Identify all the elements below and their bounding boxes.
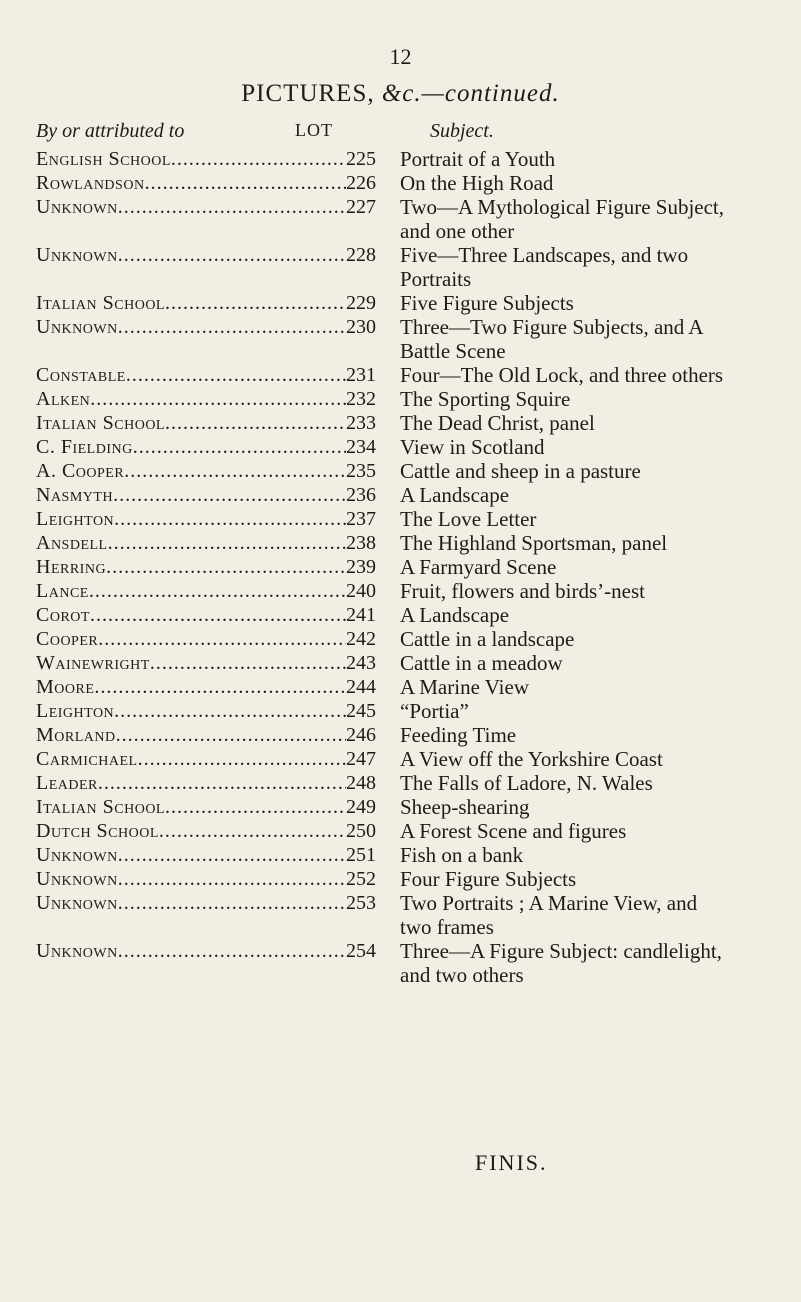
leader-dots <box>114 699 346 723</box>
artist-cell <box>0 195 376 219</box>
title-continued: &c.—continued. <box>381 80 560 107</box>
artist-cell <box>0 627 376 651</box>
artist-cell <box>0 723 376 747</box>
catalogue-row <box>0 291 801 315</box>
artist-name: Lance <box>36 580 89 602</box>
artist-cell <box>0 243 376 267</box>
artist-cell <box>0 459 376 483</box>
artist-name: Corot <box>36 604 90 626</box>
artist-cell <box>0 579 376 603</box>
lot-number: 248 <box>346 772 376 794</box>
artist-name: Rowlandson <box>36 172 145 194</box>
artist-name: Alken <box>36 388 91 410</box>
subject-cell: The Highland Sportsman, panel <box>400 531 668 555</box>
artist-cell <box>0 531 376 555</box>
lot-number: 234 <box>346 436 376 458</box>
artist-name: Herring <box>36 556 107 578</box>
catalogue-row <box>0 939 801 987</box>
catalogue-row <box>0 171 801 195</box>
artist-cell <box>0 435 376 459</box>
artist-cell <box>0 507 376 531</box>
subject-cell: The Falls of Ladore, N. Wales <box>400 771 653 795</box>
artist-cell <box>0 603 376 627</box>
artist-cell <box>0 291 376 315</box>
artist-cell <box>0 555 376 579</box>
catalogue-row <box>0 459 801 483</box>
catalogue-row <box>0 699 801 723</box>
catalogue-row <box>0 147 801 171</box>
lot-number: 247 <box>346 748 376 770</box>
leader-dots <box>118 195 346 219</box>
lot-number: 252 <box>346 868 376 890</box>
artist-cell <box>0 315 376 339</box>
catalogue-row <box>0 819 801 843</box>
artist-name: Leighton <box>36 508 115 530</box>
artist-name: Unknown <box>36 940 118 962</box>
subject-cell: A View off the Yorkshire Coast <box>400 747 663 771</box>
lot-number: 236 <box>346 484 376 506</box>
catalogue-row <box>0 579 801 603</box>
artist-name: Constable <box>36 364 126 386</box>
subject-cell: A Landscape <box>400 603 510 627</box>
lot-number: 239 <box>346 556 376 578</box>
catalogue-row <box>0 243 801 291</box>
lot-number: 249 <box>346 796 376 818</box>
lot-number: 232 <box>346 388 376 410</box>
subject-cell: Sheep-shearing <box>400 795 530 819</box>
subject-cell: A Landscape <box>400 483 510 507</box>
lot-number: 229 <box>346 292 376 314</box>
leader-dots <box>171 147 346 171</box>
lot-number: 253 <box>346 892 376 914</box>
leader-dots <box>118 939 346 963</box>
leader-dots <box>133 435 346 459</box>
artist-name: Morland <box>36 724 116 746</box>
catalogue-row <box>0 723 801 747</box>
artist-cell <box>0 483 376 507</box>
artist-name: English School <box>36 148 171 170</box>
artist-cell <box>0 651 376 675</box>
finis: FINIS. <box>475 1150 548 1175</box>
leader-dots <box>118 891 346 915</box>
subject-cell: Three—Two Figure Subjects, and A Battle Scene <box>400 315 703 363</box>
artist-name: Ansdell <box>36 532 108 554</box>
lot-number: 231 <box>346 364 376 386</box>
subject-cell: Cattle in a landscape <box>400 627 575 651</box>
catalogue-row <box>0 651 801 675</box>
artist-name: Italian School <box>36 412 165 434</box>
artist-cell <box>0 411 376 435</box>
lot-number: 228 <box>346 244 376 266</box>
artist-name: Moore <box>36 676 95 698</box>
catalogue-row <box>0 843 801 867</box>
artist-name: Unknown <box>36 892 118 914</box>
artist-cell <box>0 819 376 843</box>
leader-dots <box>108 531 346 555</box>
subject-cell: Cattle and sheep in a pasture <box>400 459 641 483</box>
artist-name: A. Cooper <box>36 460 125 482</box>
subject-cell: Two—A Mythological Figure Subject, and one other <box>400 195 725 243</box>
catalogue-row <box>0 795 801 819</box>
artist-name: Cooper <box>36 628 99 650</box>
catalogue-row <box>0 411 801 435</box>
lot-number: 230 <box>346 316 376 338</box>
catalogue-row <box>0 363 801 387</box>
artist-cell <box>0 891 376 915</box>
subject-cell: Five Figure Subjects <box>400 291 574 315</box>
page-title <box>0 80 801 108</box>
leader-dots <box>106 555 346 579</box>
subject-cell: The Love Letter <box>400 507 537 531</box>
leader-dots <box>98 771 346 795</box>
artist-name: Unknown <box>36 316 118 338</box>
catalogue-row <box>0 387 801 411</box>
subject-cell: Feeding Time <box>400 723 517 747</box>
subject-cell: Fruit, flowers and birds’-nest <box>400 579 645 603</box>
catalogue-list <box>0 147 801 987</box>
subject-cell: “Portia” <box>400 699 469 723</box>
artist-name: Unknown <box>36 844 118 866</box>
lot-number: 254 <box>346 940 376 962</box>
artist-cell <box>0 867 376 891</box>
catalogue-row <box>0 627 801 651</box>
subject-cell: A Forest Scene and figures <box>400 819 627 843</box>
artist-cell <box>0 771 376 795</box>
artist-name: Carmichael <box>36 748 138 770</box>
artist-name: Italian School <box>36 292 165 314</box>
lot-number: 242 <box>346 628 376 650</box>
leader-dots <box>116 723 346 747</box>
leader-dots <box>145 171 346 195</box>
artist-name: Leader <box>36 772 98 794</box>
subject-cell: Three—A Figure Subject: candlelight, and two others <box>400 939 722 987</box>
lot-number: 243 <box>346 652 376 674</box>
artist-cell <box>0 387 376 411</box>
leader-dots <box>165 795 346 819</box>
leader-dots <box>126 363 346 387</box>
subject-cell: A Farmyard Scene <box>400 555 557 579</box>
artist-name: C. Fielding <box>36 436 133 458</box>
catalogue-row <box>0 771 801 795</box>
subject-cell: Two Portraits ; A Marine View, and two frames <box>400 891 698 939</box>
catalogue-row <box>0 675 801 699</box>
catalogue-row <box>0 555 801 579</box>
subject-cell: Portrait of a Youth <box>400 147 556 171</box>
lot-number: 244 <box>346 676 376 698</box>
subject-cell: On the High Road <box>400 171 554 195</box>
subject-cell: The Dead Christ, panel <box>400 411 595 435</box>
leader-dots <box>118 867 346 891</box>
catalogue-row <box>0 435 801 459</box>
lot-number: 240 <box>346 580 376 602</box>
lot-number: 227 <box>346 196 376 218</box>
leader-dots <box>165 411 346 435</box>
catalogue-row <box>0 315 801 363</box>
lot-number: 251 <box>346 844 376 866</box>
artist-name: Unknown <box>36 196 118 218</box>
artist-name: Unknown <box>36 868 118 890</box>
catalogue-row <box>0 603 801 627</box>
artist-name: Nasmyth <box>36 484 114 506</box>
lot-number: 241 <box>346 604 376 626</box>
lot-number: 237 <box>346 508 376 530</box>
lot-number: 226 <box>346 172 376 194</box>
artist-name: Wainewright <box>36 652 150 674</box>
artist-cell <box>0 171 376 195</box>
column-header-by: By or attributed to <box>36 120 185 142</box>
catalogue-row <box>0 195 801 243</box>
leader-dots <box>118 843 346 867</box>
artist-cell <box>0 747 376 771</box>
lot-number: 235 <box>346 460 376 482</box>
subject-cell: Four Figure Subjects <box>400 867 577 891</box>
lot-number: 250 <box>346 820 376 842</box>
artist-name: Unknown <box>36 244 118 266</box>
subject-cell: A Marine View <box>400 675 529 699</box>
lot-number: 225 <box>346 148 376 170</box>
subject-cell: The Sporting Squire <box>400 387 571 411</box>
artist-cell <box>0 675 376 699</box>
leader-dots <box>118 243 346 267</box>
page-number: 12 <box>389 44 412 69</box>
leader-dots <box>94 675 346 699</box>
title-main: PICTURES, <box>241 80 382 107</box>
artist-name: Leighton <box>36 700 115 722</box>
subject-cell: Cattle in a meadow <box>400 651 563 675</box>
artist-cell <box>0 843 376 867</box>
leader-dots <box>90 387 346 411</box>
leader-dots <box>113 483 346 507</box>
artist-cell <box>0 939 376 963</box>
leader-dots <box>150 651 346 675</box>
artist-cell <box>0 795 376 819</box>
leader-dots <box>165 291 346 315</box>
leader-dots <box>89 579 346 603</box>
catalogue-row <box>0 891 801 939</box>
subject-cell: Fish on a bank <box>400 843 524 867</box>
leader-dots <box>124 459 346 483</box>
leader-dots <box>159 819 346 843</box>
artist-cell <box>0 363 376 387</box>
leader-dots <box>90 603 346 627</box>
lot-number: 246 <box>346 724 376 746</box>
subject-cell: Five—Three Landscapes, and two Portraits <box>400 243 689 291</box>
catalogue-row <box>0 867 801 891</box>
subject-cell: View in Scotland <box>400 435 545 459</box>
lot-number: 238 <box>346 532 376 554</box>
catalogue-row <box>0 483 801 507</box>
lot-number: 233 <box>346 412 376 434</box>
catalogue-row <box>0 507 801 531</box>
leader-dots <box>98 627 346 651</box>
lot-number: 245 <box>346 700 376 722</box>
catalogue-row <box>0 747 801 771</box>
artist-name: Dutch School <box>36 820 159 842</box>
artist-cell <box>0 147 376 171</box>
subject-cell: Four—The Old Lock, and three others <box>400 363 724 387</box>
leader-dots <box>118 315 346 339</box>
artist-cell <box>0 699 376 723</box>
leader-dots <box>114 507 346 531</box>
column-header-subject: Subject. <box>430 120 494 142</box>
catalogue-row <box>0 531 801 555</box>
leader-dots <box>138 747 346 771</box>
artist-name: Italian School <box>36 796 165 818</box>
column-header-lot: LOT <box>295 120 333 140</box>
